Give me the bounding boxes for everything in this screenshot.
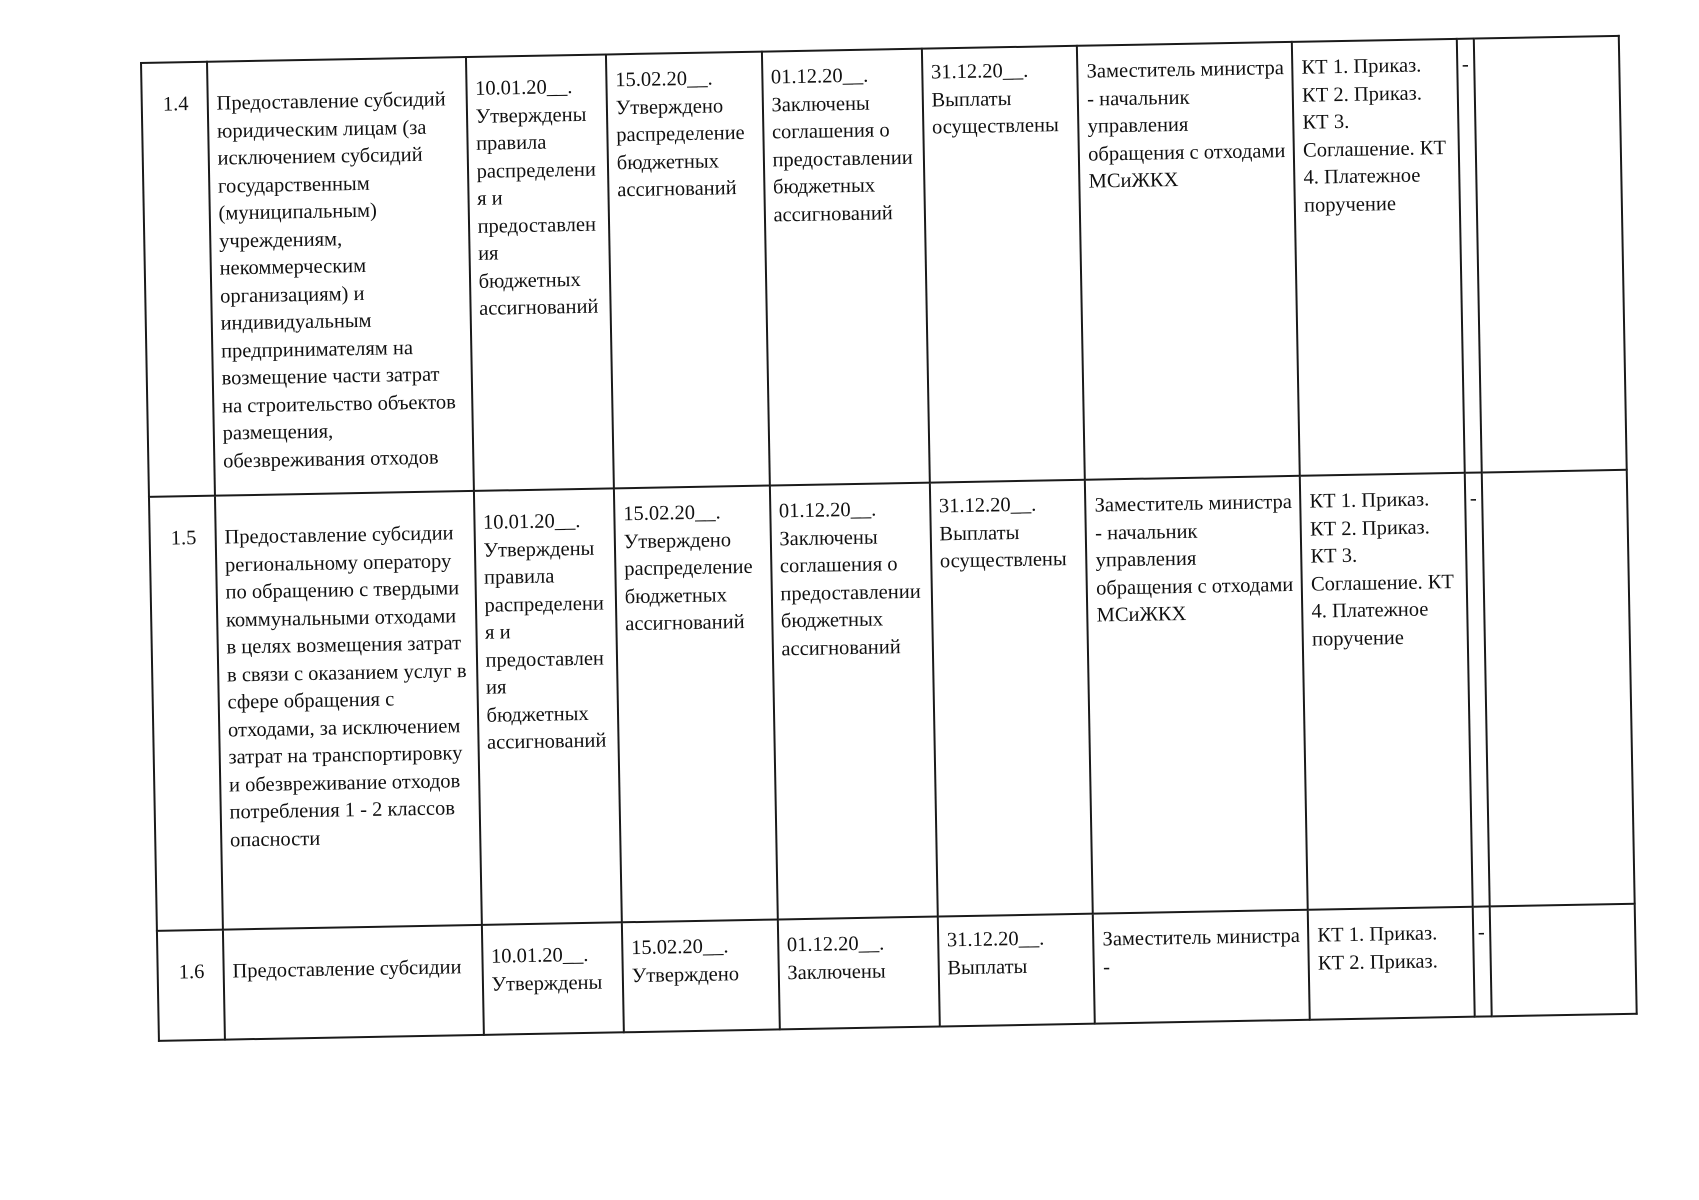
start-stage-cell: 10.01.20__. Утверждены bbox=[481, 922, 623, 1035]
second-stage-cell: 15.02.20__. Утверждено bbox=[622, 919, 780, 1032]
end-stage-cell: 31.12.20__. Выплаты осуществлены bbox=[929, 480, 1093, 917]
third-stage-cell: 01.12.20__. Заключены соглашения о предоставлении бюджетных ассигнований bbox=[769, 483, 937, 920]
responsible-cell: Заместитель министра - начальник управления обращения с отходами МСиЖКХ bbox=[1085, 476, 1308, 914]
event-description-cell: Предоставление субсидии региональному оператору по обращению с твердыми коммунальными отходами в целях возмещения затрат в связи с оказанием услуг в сфере обращения с отходами, за исключением затрат на транспортировку и обезвреживание отходов потребления 1 - 2 классов опасности bbox=[215, 491, 482, 930]
dash-cell: - bbox=[1472, 906, 1492, 1016]
start-stage-cell: 10.01.20__. Утверждены правила распределения и предоставления бюджетных ассигнований bbox=[473, 488, 621, 924]
table-row bbox=[141, 36, 1627, 497]
responsible-cell: Заместитель министра - начальник управления обращения с отходами МСиЖКХ bbox=[1077, 42, 1300, 480]
control-points-cell: КТ 1. Приказ. КТ 2. Приказ. КТ 3. Соглашение. КТ 4. Платежное поручение bbox=[1292, 39, 1464, 476]
second-stage-cell: 15.02.20__. Утверждено распределение бюджетных ассигнований bbox=[606, 52, 770, 489]
event-description-cell: Предоставление субсидии bbox=[223, 925, 484, 1040]
plan-table bbox=[140, 35, 1638, 1042]
dash-cell: - bbox=[1456, 39, 1481, 473]
responsible-cell: Заместитель министра - bbox=[1093, 910, 1310, 1024]
table-container bbox=[140, 35, 1638, 1042]
end-stage-cell: 31.12.20__. Выплаты bbox=[937, 914, 1095, 1027]
table-row bbox=[149, 470, 1635, 931]
start-stage-cell: 10.01.20__. Утверждены правила распределения и предоставления бюджетных ассигнований bbox=[465, 54, 613, 490]
control-points-cell: КТ 1. Приказ. КТ 2. Приказ. КТ 3. Соглашение. КТ 4. Платежное поручение bbox=[1300, 473, 1472, 910]
empty-cell bbox=[1474, 36, 1627, 473]
row-number-cell: 1.5 bbox=[149, 496, 223, 931]
empty-cell bbox=[1482, 470, 1635, 907]
dash-cell: - bbox=[1464, 472, 1489, 906]
third-stage-cell: 01.12.20__. Заключены bbox=[777, 917, 939, 1030]
control-points-cell: КТ 1. Приказ. КТ 2. Приказ. bbox=[1308, 907, 1474, 1020]
second-stage-cell: 15.02.20__. Утверждено распределение бюджетных ассигнований bbox=[614, 486, 778, 923]
empty-cell bbox=[1490, 904, 1637, 1017]
end-stage-cell: 31.12.20__. Выплаты осуществлены bbox=[922, 46, 1086, 483]
row-number-cell: 1.4 bbox=[141, 62, 215, 497]
row-number-cell: 1.6 bbox=[157, 930, 225, 1041]
event-description-cell: Предоставление субсидий юридическим лицам (за исключением субсидий государственным (муниципальным) учреждениям, некоммерческим организациям) и индивидуальным предпринимателям на возмещение части затрат на строительство объектов размещения, обезвреживания отходов bbox=[207, 57, 474, 496]
third-stage-cell: 01.12.20__. Заключены соглашения о предоставлении бюджетных ассигнований bbox=[761, 49, 929, 486]
